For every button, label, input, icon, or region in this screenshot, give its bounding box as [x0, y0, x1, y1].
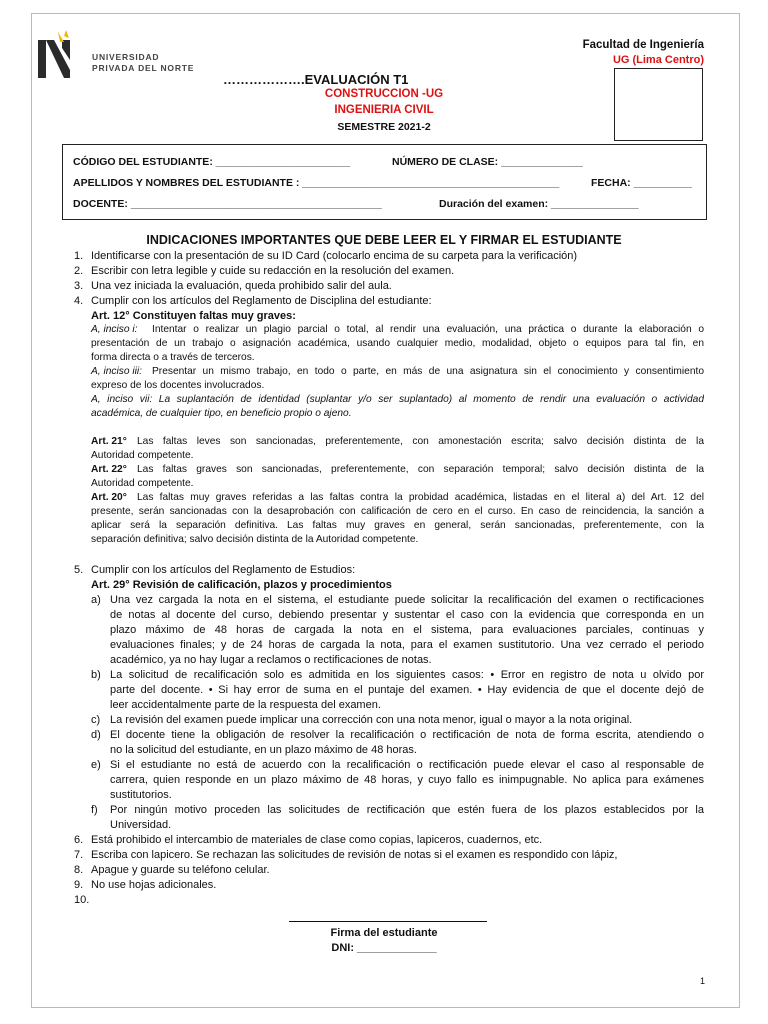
- class-number-field[interactable]: NÚMERO DE CLASE: ______________: [392, 156, 583, 168]
- art29-b-text: parte del docente. • Si hay error de suma en el puntaje del examen. • Hay evidencia de que el docente dejó de: [110, 684, 704, 696]
- art12-inciso-iii-label: A, inciso iii:: [91, 366, 142, 377]
- item-number: 4.: [74, 295, 84, 307]
- art12-inciso-iii-text: expreso de los docentes involucrados.: [91, 380, 265, 391]
- item-number: 3.: [74, 280, 84, 292]
- art29-f-text: Universidad.: [110, 819, 172, 831]
- art29-a-text: de notas al docente del curso, debiendo presentar y sustentar el caso con la evidencia que corresponda en un: [110, 609, 704, 621]
- university-name-line1: UNIVERSIDAD: [92, 52, 160, 62]
- university-name-line2: PRIVADA DEL NORTE: [92, 63, 195, 73]
- dni-field[interactable]: DNI: _____________: [331, 942, 437, 954]
- upn-logo-icon: [36, 30, 88, 82]
- art12-inciso-iii-text: Presentar un mismo trabajo, en todo o parte, en más de una asignatura sin el conocimiento y consentimiento: [152, 366, 704, 377]
- sub-item-letter: a): [91, 594, 101, 606]
- item-number: 7.: [74, 849, 84, 861]
- evaluation-title: ……………….EVALUACIÓN T1: [223, 72, 409, 87]
- duration-field[interactable]: Duración del examen: _______________: [439, 198, 639, 210]
- art12-inciso-vii-text: A, inciso vii: La suplantación de identidad (suplantar y/o ser suplantado) al momento de rendir una evaluación o actividad: [91, 394, 704, 405]
- art21-text: Las faltas leves son sancionadas, preferentemente, con amonestación escrita; salvo decisión distinta de la: [137, 436, 704, 447]
- art20-text: Las faltas muy graves referidas a las faltas contra la probidad académica, listadas en el literal a) del Art. 12 del: [137, 492, 704, 503]
- course-name: CONSTRUCCION -UG: [324, 88, 444, 100]
- art22-text: Autoridad competente.: [91, 478, 194, 489]
- art29-a-text: plazo máximo de 48 horas de cargada la nota en el sistema, para evaluaciones parciales, continuas y: [110, 624, 704, 636]
- student-code-field[interactable]: CÓDIGO DEL ESTUDIANTE: _______________________: [73, 156, 351, 168]
- career-name: INGENIERIA CIVIL: [334, 104, 434, 116]
- item-number: 8.: [74, 864, 84, 876]
- art29-a-text: Una vez cargada la nota en el sistema, el estudiante puede solicitar la recalificación del examen o rectificaciones: [110, 594, 704, 606]
- instruction-8: Apague y guarde su teléfono celular.: [91, 864, 270, 876]
- art12-heading: Art. 12° Constituyen faltas muy graves:: [91, 310, 296, 322]
- art21-label: Art. 21°: [91, 436, 127, 447]
- art20-label: Art. 20°: [91, 492, 127, 503]
- student-name-field[interactable]: APELLIDOS Y NOMBRES DEL ESTUDIANTE : ____________________________________________: [73, 177, 560, 189]
- art29-f-text: Por ningún motivo proceden las solicitudes de rectificación que estén fuera de los plazos establecidos por la: [110, 804, 704, 816]
- instruction-9: No use hojas adicionales.: [91, 879, 217, 891]
- faculty-label: Facultad de Ingeniería: [582, 39, 704, 51]
- art12-inciso-vii-text: académica, de cualquier tipo, en beneficio propio o ajeno.: [91, 408, 352, 419]
- item-number: 1.: [74, 250, 84, 262]
- semester-label: SEMESTRE 2021-2: [337, 121, 431, 133]
- instructions-title: INDICACIONES IMPORTANTES QUE DEBE LEER EL Y FIRMAR EL ESTUDIANTE: [146, 233, 622, 247]
- art29-a-text: académico, ya no hay lugar a reclamos o rectificaciones de notas.: [110, 654, 432, 666]
- instruction-6: Está prohibido el intercambio de materiales de clase como copias, lapiceros, cuadernos, etc.: [91, 834, 543, 846]
- art12-inciso-i-text: forma directa o a través de terceros.: [91, 352, 255, 363]
- signature-line[interactable]: [289, 921, 487, 922]
- art29-b-text: La solicitud de recalificación solo es admitida en los siguientes casos: • Error en registro de nota u olvido por: [110, 669, 704, 681]
- art29-e-text: Si el estudiante no está de acuerdo con la recalificación o rectificación puede elevar el caso al responsable de: [110, 759, 704, 771]
- art29-d-text: no la solicitud del estudiante, en un plazo máximo de 48 horas.: [110, 744, 417, 756]
- student-info-box: [62, 144, 707, 220]
- date-field[interactable]: FECHA: __________: [591, 177, 692, 189]
- signature-label: Firma del estudiante: [330, 927, 438, 939]
- instruction-2: Escribir con letra legible y cuide su redacción en la resolución del examen.: [91, 265, 455, 277]
- item-number: 2.: [74, 265, 84, 277]
- instruction-5: Cumplir con los artículos del Reglamento de Estudios:: [91, 564, 356, 576]
- art20-text: presente, serán sancionadas con la desaprobación con calificación de cero en el curso. En caso de reincidencia, la sanción a: [91, 506, 704, 517]
- instruction-3: Una vez iniciada la evaluación, queda prohibido salir del aula.: [91, 280, 392, 292]
- instruction-1: Identificarse con la presentación de su ID Card (colocarlo encima de su carpeta para la verificación): [91, 250, 578, 262]
- page-number: 1: [700, 976, 706, 986]
- sub-item-letter: f): [91, 804, 98, 816]
- item-number: 10.: [74, 894, 90, 906]
- art29-a-text: evaluaciones finales; y de 24 horas de cargada la nota, para el examen sustitutorio. Una vez cerrado el periodo: [110, 639, 704, 651]
- sub-item-letter: e): [91, 759, 101, 771]
- art29-b-text: leer accidentalmente parte de la respuesta del examen.: [110, 699, 381, 711]
- art12-inciso-i-text: presentación de un trabajo o asignación académica, usando cualquier medio, modalidad, objeto o equipos para tal fin, en: [91, 338, 704, 349]
- campus-label: UG (Lima Centro): [612, 54, 704, 66]
- art12-inciso-i-text: Intentar o realizar un plagio parcial o total, al rendir una evaluación, una práctica o durante la elaboración o: [152, 324, 704, 335]
- art21-text: Autoridad competente.: [91, 450, 194, 461]
- art29-e-text: carrera, quien responde en un plazo máximo de 48 horas, y cuyo fallo es inimpugnable. No aplica para exámenes: [110, 774, 704, 786]
- item-number: 9.: [74, 879, 84, 891]
- instruction-7: Escriba con lapicero. Se rechazan las solicitudes de revisión de notas si el examen es respondido con lápiz,: [91, 849, 618, 861]
- art20-text: aplicar será la separación definitiva. Las faltas muy graves en general, serán sancionadas, preferentemente, con la: [91, 520, 704, 531]
- item-number: 6.: [74, 834, 84, 846]
- sub-item-letter: b): [91, 669, 101, 681]
- art29-d-text: El docente tiene la obligación de resolver la recalificación o rectificación de nota de forma escrita, atendiendo o: [110, 729, 704, 741]
- university-logo: [36, 30, 231, 85]
- art22-text: Las faltas graves son sancionadas, preferentemente, con separación temporal; salvo decisión distinta de la: [137, 464, 704, 475]
- sub-item-letter: c): [91, 714, 101, 726]
- art29-heading: Art. 29° Revisión de calificación, plazos y procedimientos: [91, 579, 392, 591]
- art29-e-text: sustitutorios.: [110, 789, 172, 801]
- art29-c-text: La revisión del examen puede implicar una corrección con una nota menor, igual o mayor a la nota original.: [110, 714, 633, 726]
- art20-text: separación definitiva; salvo decisión distinta de la Autoridad competente.: [91, 534, 419, 545]
- sub-item-letter: d): [91, 729, 101, 741]
- art22-label: Art. 22°: [91, 464, 127, 475]
- item-number: 5.: [74, 564, 84, 576]
- instruction-4: Cumplir con los artículos del Reglamento de Disciplina del estudiante:: [91, 295, 432, 307]
- teacher-field[interactable]: DOCENTE: ___________________________________________: [73, 198, 382, 210]
- art12-inciso-i-label: A, inciso i:: [91, 324, 138, 335]
